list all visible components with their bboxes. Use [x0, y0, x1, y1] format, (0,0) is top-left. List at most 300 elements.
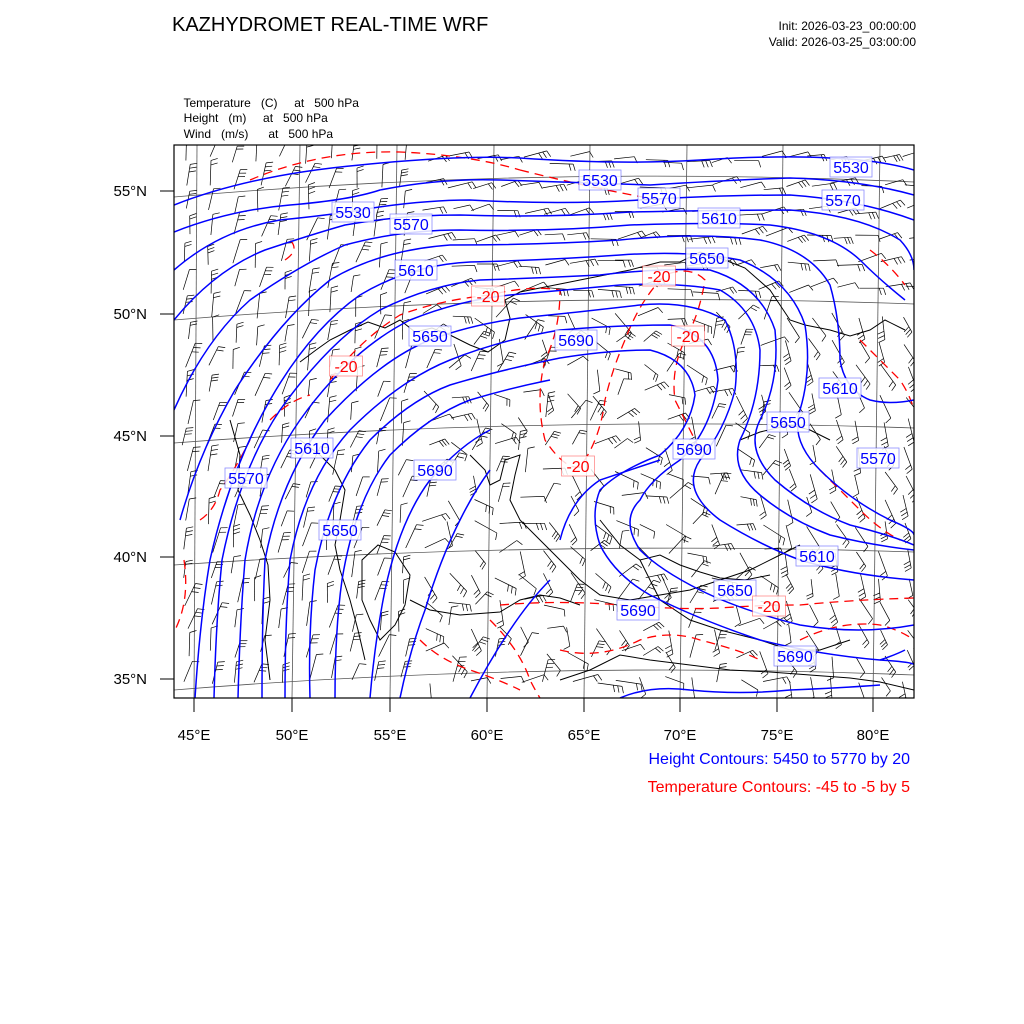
wind-barb-flag — [909, 358, 913, 364]
wind-barb-flag — [550, 564, 554, 570]
wind-barb-flag — [280, 343, 287, 345]
wind-barb-flag — [463, 591, 466, 597]
wind-barb-flag — [477, 358, 484, 359]
contour-label-text: 5530 — [833, 160, 869, 177]
wind-barb-flag — [761, 515, 767, 519]
wind-barb-flag — [539, 596, 543, 602]
wind-barb-flag — [470, 605, 472, 612]
wind-barb-flag — [704, 561, 711, 564]
contour-label-text: 5650 — [770, 415, 806, 432]
contour-label-text: 5650 — [322, 523, 358, 540]
wind-barb-flag — [798, 237, 802, 242]
wind-barb-flag — [402, 399, 409, 401]
wind-barb-flag — [725, 545, 728, 551]
wind-barb — [452, 265, 475, 266]
wind-barb-flag — [505, 359, 512, 361]
wind-barb-flag — [762, 473, 763, 480]
wind-barb-flag — [894, 258, 898, 264]
wind-barb-flag — [610, 537, 612, 544]
height-contour-label — [698, 208, 740, 228]
temperature-contour-label — [472, 286, 505, 306]
wind-barb-flag — [769, 435, 776, 437]
wind-barb-flag — [357, 166, 364, 168]
wind-barb — [522, 675, 544, 683]
wind-barb-flag — [219, 137, 226, 138]
wind-barb-flag — [239, 446, 246, 447]
wind-barb-flag — [921, 151, 925, 157]
wind-barb-flag — [209, 497, 216, 499]
wind-barb-flag — [440, 635, 441, 642]
wind-barb-flag — [793, 672, 797, 678]
wind-barb-flag — [554, 431, 561, 433]
wind-barb-flag — [864, 381, 868, 387]
wind-barb-flag — [404, 239, 411, 240]
wind-barb — [329, 486, 335, 502]
wind-barb-flag — [886, 418, 891, 423]
wind-barb-flag — [485, 405, 489, 411]
wind-barb-flag — [704, 512, 710, 515]
wind-barb-flag — [486, 505, 487, 512]
wind-barb-flag — [654, 580, 661, 582]
wind-barb — [904, 447, 912, 469]
wind-barb-flag — [307, 145, 314, 147]
wind-barb-flag — [519, 156, 522, 162]
wind-barb-flag — [189, 171, 196, 172]
wind-barb-flag — [667, 470, 673, 474]
wind-barb-flag — [520, 430, 527, 432]
wind-barb-flag — [295, 166, 302, 167]
wind-barb-flag — [608, 354, 611, 361]
wind-barb — [350, 431, 359, 448]
wind-barb — [307, 602, 310, 626]
wind-barb-flag — [603, 582, 606, 589]
wind-barb-flag — [854, 473, 860, 476]
wind-barb-flag — [892, 385, 896, 391]
wind-barb-flag — [779, 536, 781, 543]
wind-barb — [714, 318, 717, 338]
wind-barb-flag — [881, 442, 887, 445]
wind-barb-flag — [442, 515, 446, 521]
wind-barb-flag — [237, 326, 244, 328]
wind-barb-flag — [689, 703, 695, 706]
wind-barb-flag — [186, 428, 193, 429]
wind-barb — [766, 228, 788, 237]
wind-barb-flag — [816, 440, 820, 446]
wind-barb — [687, 185, 713, 188]
wind-barb-flag — [435, 407, 438, 413]
wind-barb-flag — [634, 437, 640, 440]
wind-barb-flag — [208, 247, 215, 249]
contour-label-text: 5610 — [799, 549, 835, 566]
wind-barb-flag — [579, 433, 586, 434]
wind-barb — [518, 418, 527, 432]
wind-barb — [856, 658, 864, 673]
wind-barb — [737, 449, 754, 461]
wind-barb-flag — [547, 151, 551, 157]
wind-barb — [568, 394, 581, 409]
wind-barb — [521, 282, 544, 292]
wind-barb-flag — [271, 216, 278, 217]
wind-barb-flag — [475, 593, 480, 598]
wind-barb-flag — [356, 614, 363, 615]
wind-barb-flag — [192, 451, 199, 452]
wind-barb-flag — [878, 331, 884, 334]
wind-barb-flag — [589, 208, 593, 214]
wind-barb-flag — [754, 472, 755, 479]
wind-barb-flag — [809, 408, 815, 412]
wind-barb — [453, 657, 460, 682]
wind-barb — [837, 265, 862, 266]
wind-barb-flag — [709, 478, 711, 485]
height-contour-label — [319, 520, 361, 540]
wind-barb — [330, 288, 331, 312]
wind-barb-flag — [635, 408, 640, 413]
wind-barb-flag — [737, 351, 744, 352]
wind-barb — [691, 561, 704, 577]
wind-barb-flag — [385, 510, 392, 511]
wind-barb-flag — [900, 155, 904, 161]
wind-barb — [615, 369, 631, 373]
wind-barb-flag — [755, 229, 759, 235]
wind-barb — [567, 356, 583, 365]
height-contour-label — [819, 378, 861, 398]
wind-barb-flag — [357, 169, 364, 171]
wind-barb — [282, 425, 283, 443]
wind-barb-flag — [445, 439, 449, 445]
wind-barb-flag — [805, 264, 807, 271]
wind-barb-flag — [775, 265, 778, 271]
wind-barb-flag — [282, 426, 289, 428]
wind-barb-flag — [894, 156, 898, 162]
wind-barb — [471, 575, 480, 593]
y-tick-label: 50°N — [113, 306, 147, 323]
wind-barb — [186, 343, 196, 367]
wind-barb — [185, 584, 196, 606]
wind-barb — [836, 574, 840, 597]
wind-barb-flag — [337, 454, 344, 455]
wind-barb-flag — [575, 492, 580, 497]
wind-barb-flag — [763, 226, 767, 232]
wind-barb-flag — [858, 514, 863, 519]
wind-barb — [810, 605, 819, 622]
wind-barb-flag — [544, 675, 548, 681]
wind-barb-flag — [889, 381, 893, 387]
wind-barb-flag — [914, 613, 918, 619]
wind-barb — [645, 365, 659, 376]
wind-barb-flag — [891, 486, 895, 492]
wind-barb — [741, 497, 757, 500]
wind-barb-flag — [706, 509, 708, 516]
wind-barb-flag — [263, 377, 270, 378]
wind-barb-flag — [193, 400, 200, 401]
wind-barb — [525, 448, 528, 472]
wind-barb — [665, 677, 684, 684]
wind-barb-flag — [626, 287, 628, 294]
wind-barb-flag — [758, 472, 759, 479]
wind-barb — [646, 160, 668, 161]
wind-barb-flag — [670, 591, 677, 592]
height-contour-label — [796, 546, 838, 566]
height-contour-label — [673, 439, 715, 459]
wind-barb — [855, 527, 868, 546]
wind-barb — [622, 493, 645, 496]
wind-barb — [590, 401, 599, 421]
map-title: KAZHYDROMET REAL-TIME WRF — [172, 14, 489, 36]
wind-barb-flag — [924, 201, 929, 206]
wind-barb-flag — [868, 619, 872, 625]
wind-barb — [425, 538, 445, 547]
wind-barb-flag — [885, 620, 890, 625]
contour-label-text: 5610 — [294, 441, 330, 458]
height-contour-label — [332, 202, 374, 222]
wind-barb-flag — [714, 653, 720, 657]
wind-barb-flag — [904, 536, 909, 540]
wind-barb-flag — [196, 612, 203, 613]
wind-barb-flag — [382, 614, 389, 616]
wind-barb-flag — [833, 596, 839, 599]
wind-barb-flag — [814, 352, 818, 358]
wind-barb-flag — [833, 278, 837, 283]
wind-barb-flag — [572, 540, 577, 545]
wind-barb-flag — [907, 438, 913, 442]
wind-barb — [572, 476, 581, 495]
wind-barb — [306, 163, 316, 182]
wind-barb-flag — [604, 532, 606, 539]
wind-barb-flag — [587, 664, 588, 671]
wind-barb — [328, 263, 333, 287]
contour-label-text: 5690 — [417, 463, 453, 480]
wind-barb-flag — [382, 516, 389, 517]
wind-barb-flag — [288, 325, 295, 326]
wind-barb — [377, 349, 382, 368]
wind-barb-flag — [908, 380, 913, 385]
wind-barb-flag — [213, 213, 220, 215]
wind-barb — [885, 472, 898, 489]
wind-barb — [741, 470, 762, 473]
wind-barb — [667, 589, 671, 605]
height-contour-label — [767, 412, 809, 432]
wind-barb-flag — [312, 272, 319, 273]
wind-barb-flag — [598, 675, 602, 681]
wind-barb-flag — [289, 633, 296, 634]
wind-barb-flag — [217, 350, 224, 351]
wind-barb-flag — [380, 293, 387, 295]
wind-barb-flag — [655, 648, 660, 653]
wind-barb-flag — [556, 536, 560, 542]
wind-barb — [405, 138, 407, 160]
wind-barb-flag — [444, 643, 449, 648]
wind-barb-flag — [517, 541, 523, 545]
wind-barb — [640, 524, 655, 531]
wind-barb-flag — [237, 322, 244, 324]
wind-barb-flag — [448, 234, 452, 240]
wind-barb-flag — [404, 421, 411, 423]
wind-barb — [881, 364, 896, 385]
wind-barb-flag — [835, 415, 841, 419]
wind-barb-flag — [628, 412, 633, 417]
wind-barb-flag — [468, 183, 472, 189]
wind-barb-flag — [780, 188, 783, 194]
wind-barb — [545, 483, 554, 501]
wind-barb-flag — [532, 267, 534, 274]
wind-barb — [278, 214, 281, 235]
wind-barb — [474, 331, 484, 344]
wind-barb-flag — [384, 513, 391, 514]
wind-barb-flag — [685, 485, 691, 489]
wind-barb-flag — [233, 524, 240, 526]
wind-barb-flag — [721, 473, 724, 480]
wind-barb-flag — [471, 317, 473, 324]
wind-barb-flag — [445, 286, 450, 291]
wind-barb-flag — [804, 209, 807, 216]
wind-barb — [379, 244, 381, 268]
wind-barb-flag — [222, 603, 229, 604]
wind-barb-flag — [190, 190, 197, 191]
wind-barb — [257, 293, 260, 318]
wind-barb-flag — [503, 456, 510, 457]
wind-barb — [762, 151, 782, 156]
wind-barb-flag — [265, 166, 272, 167]
wind-barb — [430, 684, 432, 706]
wind-barb-flag — [616, 291, 618, 298]
wind-barb-flag — [554, 534, 558, 540]
wind-barb-flag — [899, 694, 905, 698]
wind-barb — [643, 622, 659, 631]
wind-barb-flag — [457, 534, 464, 535]
wind-barb-flag — [735, 623, 741, 627]
wind-barb-flag — [307, 511, 314, 512]
x-tick-label: 60°E — [470, 727, 504, 744]
wind-barb-flag — [665, 646, 671, 649]
wind-barb — [519, 266, 539, 267]
wind-barb-flag — [211, 273, 218, 275]
wind-barb — [500, 522, 524, 523]
wind-barb-flag — [379, 449, 386, 451]
wind-barb-flag — [354, 275, 361, 276]
wind-barb — [598, 683, 622, 686]
wind-barb-flag — [186, 140, 193, 142]
wind-barb — [210, 137, 219, 157]
wind-barb-flag — [708, 237, 711, 243]
wind-barb-flag — [802, 181, 806, 187]
wind-barb-flag — [256, 241, 263, 243]
wind-barb — [908, 367, 916, 387]
wind-barb-flag — [461, 669, 464, 675]
wind-barb-flag — [212, 374, 219, 375]
wind-barb-flag — [331, 286, 338, 288]
wind-barb-flag — [879, 288, 881, 295]
wind-barb — [255, 373, 265, 396]
wind-barb-flag — [620, 291, 622, 298]
wind-barb-flag — [770, 583, 772, 590]
wind-barb-flag — [309, 348, 316, 350]
wind-barb-flag — [564, 610, 565, 617]
wind-barb-flag — [233, 532, 240, 534]
wind-barb-flag — [908, 442, 914, 446]
wind-barb-flag — [789, 589, 794, 594]
wind-barb-flag — [238, 423, 245, 424]
wind-barb — [736, 606, 740, 623]
wind-barb — [184, 528, 187, 549]
wind-barb-flag — [616, 436, 620, 441]
wind-barb-flag — [237, 609, 244, 610]
wind-barb-flag — [750, 524, 753, 530]
wind-barb-flag — [783, 539, 785, 546]
wind-barb-flag — [702, 161, 705, 168]
y-tick-label: 55°N — [113, 183, 147, 200]
wind-barb-flag — [417, 525, 424, 526]
wind-barb — [184, 661, 193, 682]
wind-barb-flag — [185, 241, 192, 243]
wind-barb — [279, 609, 281, 628]
wind-barb-flag — [663, 497, 665, 504]
wind-barb-flag — [362, 249, 369, 250]
wind-barb-flag — [596, 647, 603, 648]
wind-barb-flag — [481, 436, 488, 438]
contour-label-text: 5650 — [689, 251, 725, 268]
wind-barb-flag — [811, 499, 817, 503]
wind-barb-flag — [444, 207, 447, 213]
wind-barb — [669, 395, 685, 398]
wind-barb — [830, 603, 837, 623]
wind-barb — [426, 643, 444, 651]
wind-barb-flag — [352, 401, 359, 403]
wind-barb-flag — [852, 437, 858, 440]
wind-barb-flag — [457, 585, 460, 591]
wind-barb-flag — [906, 329, 911, 334]
contour-label-text: 5610 — [398, 263, 434, 280]
wind-barb — [879, 200, 901, 209]
wind-barb — [618, 379, 624, 395]
x-tick-label: 80°E — [856, 727, 890, 744]
wind-barb-flag — [560, 185, 563, 191]
wind-barb-flag — [443, 637, 444, 644]
wind-barb-flag — [356, 437, 363, 438]
wind-barb-flag — [338, 450, 345, 451]
init-time: Init: 2026-03-23_00:00:00 — [778, 19, 916, 33]
wind-barb-flag — [829, 487, 835, 491]
wind-barb-flag — [433, 598, 438, 603]
wind-barb-flag — [718, 293, 720, 300]
wind-barb — [789, 469, 796, 487]
contour-label-text: -20 — [676, 329, 700, 346]
wind-barb-flag — [429, 485, 436, 486]
wind-barb-flag — [669, 665, 674, 670]
wind-barb-flag — [861, 566, 865, 572]
wind-barb-flag — [767, 437, 774, 439]
wind-barb-flag — [716, 321, 723, 322]
contour-label-text: 5570 — [228, 471, 264, 488]
wind-barb-flag — [706, 161, 709, 168]
wind-barb-flag — [901, 257, 905, 263]
wind-barb — [262, 216, 271, 237]
wind-barb — [545, 234, 563, 235]
x-axis — [194, 698, 873, 712]
wind-barb — [208, 446, 212, 471]
wind-barb — [740, 182, 761, 188]
x-tick-label: 50°E — [275, 727, 309, 744]
wind-barb-flag — [660, 482, 661, 489]
wind-barb — [308, 345, 310, 371]
wind-barb — [595, 436, 616, 444]
wind-barb-flag — [865, 358, 870, 363]
contour-label-text: -20 — [647, 269, 671, 286]
wind-barb-flag — [353, 148, 360, 149]
wind-barb-flag — [574, 511, 579, 516]
wind-barb-flag — [364, 246, 371, 247]
wind-barb-flag — [751, 308, 757, 311]
wind-barb-flag — [777, 365, 779, 372]
